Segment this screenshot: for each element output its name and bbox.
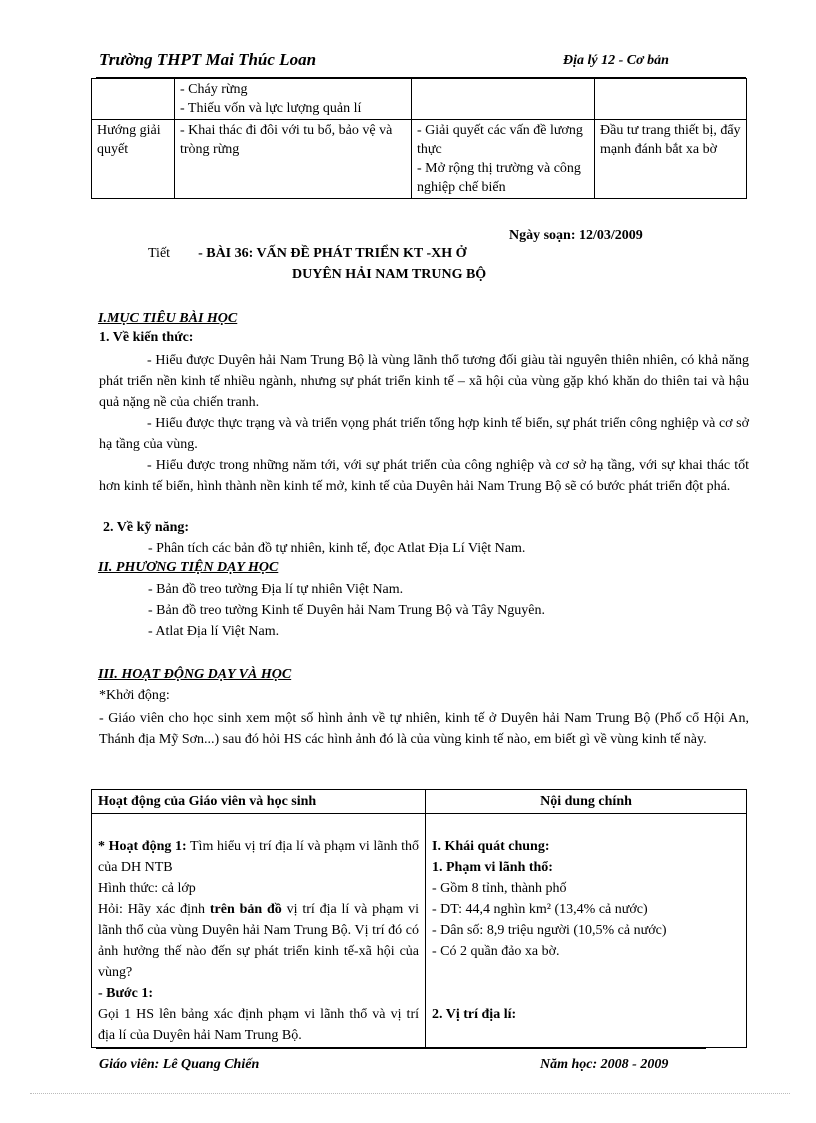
warmup-label: *Khởi động:	[99, 688, 170, 703]
prep-date: Ngày soạn: 12/03/2009	[509, 228, 643, 243]
table-cell: Hướng giải quyết	[92, 120, 175, 199]
cell-line: - Giải quyết các vấn đề lương thực	[417, 123, 583, 157]
activities-table	[91, 789, 747, 1048]
table-row	[92, 79, 747, 120]
table-cell	[412, 120, 595, 199]
school-name: Trường THPT Mai Thúc Loan	[99, 50, 317, 69]
table-row	[92, 814, 747, 1048]
step-text: Gọi 1 HS lên bảng xác định phạm vi lãnh thổ và vị trí địa lí của Duyên hải Nam Trung Bộ.	[98, 1007, 419, 1043]
cell-line: - Mở rộng thị trường và công nghiệp chế biến	[417, 161, 581, 195]
lesson-tiet: Tiết	[148, 246, 171, 261]
paragraph: - Hiểu được thực trạng và và triển vọng phát triển tổng hợp kinh tế biển, sự phát triển công nghiệp và cơ sở hạ tầng của vùng.	[99, 416, 749, 452]
section-heading-objectives: I.MỤC TIÊU BÀI HỌC	[98, 311, 238, 326]
section-heading-materials: II. PHƯƠNG TIỆN DẠY HỌC	[98, 560, 279, 575]
table-cell	[175, 120, 412, 199]
content-subheading: 2. Vị trí địa lí:	[432, 1007, 517, 1022]
step-label: - Bước 1:	[98, 986, 154, 1001]
footer-divider	[96, 1048, 706, 1049]
table-cell	[412, 79, 595, 120]
question-part: vị trí địa lí và phạm vi lãnh thổ của vùng Duyên hải Nam Trung Bộ. Vị trí đó có ảnh hưởng thế nào đến sự phát triển kinh tế-xã hội của vùng?	[98, 902, 420, 980]
issues-table	[91, 78, 747, 199]
lesson-title	[148, 246, 467, 262]
activity-label: * Hoạt động 1:	[98, 839, 187, 854]
table-cell	[175, 79, 412, 120]
column-header: Hoạt động của Giáo viên và học sinh	[92, 790, 426, 814]
table-cell	[92, 79, 175, 120]
subject-label: Địa lý 12 - Cơ bản	[563, 53, 669, 68]
cell-line: - Khai thác đi đôi với tu bổ, bảo vệ và tròng rừng	[180, 123, 393, 157]
list-item: - Bản đồ treo tường Địa lí tự nhiên Việt Nam.	[148, 582, 404, 597]
paragraph: - Hiểu được trong những năm tới, với sự phát triển của công nghiệp và cơ sở hạ tầng, với sự khai thác tốt hơn kinh tế biển, hình thành nền kinh tế mở, kinh tế của Duyên hải Nam Trung Bộ sẽ có bước phát triển đột phá.	[99, 458, 749, 494]
format-text: Hình thức: cả lớp	[98, 881, 196, 896]
table-cell: Đầu tư trang thiết bị, đẩy mạnh đánh bắt xa bờ	[595, 120, 747, 199]
cell-line: - Cháy rừng	[180, 82, 248, 97]
paragraph: - Giáo viên cho học sinh xem một số hình ảnh về tự nhiên, kinh tế ở Duyên hải Nam Trung Bộ (Phố cổ Hội An, Thánh địa Mỹ Sơn...) sau đó hỏi HS các hình ảnh đó là của vùng kinh tế nào, em biết gì về vùng kinh tế này.	[99, 711, 749, 747]
lesson-title-line2: DUYÊN HẢI NAM TRUNG BỘ	[292, 267, 487, 282]
content-item: - Có 2 quần đảo xa bờ.	[432, 944, 560, 959]
subheading-knowledge: 1. Về kiến thức:	[99, 330, 194, 345]
table-cell	[92, 814, 426, 1048]
activity-text: Tìm hiểu vị trí địa lí và phạm vi lãnh thổ của DH NTB	[98, 839, 419, 875]
list-item: - Atlat Địa lí Việt Nam.	[148, 624, 280, 639]
question-part: Hỏi: Hãy xác định	[98, 902, 210, 917]
paragraph: - Hiểu được Duyên hải Nam Trung Bộ là vùng lãnh thổ tương đối giàu tài nguyên thiên nhiên, có khả năng phát triển nền kinh tế nhiều ngành, nhưng sự phát triển kinh tế – xã hội của vùng gặp khó khăn do thiên tai và hậu quả nặng nề của chiến tranh.	[99, 353, 749, 410]
footer-year: Năm học: 2008 - 2009	[540, 1057, 669, 1072]
list-item: - Phân tích các bản đồ tự nhiên, kinh tế, đọc Atlat Địa Lí Việt Nam.	[148, 541, 526, 556]
table-row	[92, 120, 747, 199]
content-item: - Dân số: 8,9 triệu người (10,5% cả nước)	[432, 923, 667, 938]
table-header-row	[92, 790, 747, 814]
content-item: - DT: 44,4 nghìn km² (13,4% cả nước)	[432, 902, 648, 917]
table-cell	[595, 79, 747, 120]
content-item: - Gồm 8 tỉnh, thành phố	[432, 881, 567, 896]
question-part: trên bản đồ	[209, 902, 282, 917]
subheading-skills: 2. Về kỹ năng:	[103, 520, 190, 535]
footer-teacher: Giáo viên: Lê Quang Chiến	[99, 1057, 260, 1072]
list-item: - Bản đồ treo tường Kinh tế Duyên hải Nam Trung Bộ và Tây Nguyên.	[148, 603, 545, 618]
cell-line: - Thiếu vốn và lực lượng quản lí	[180, 101, 362, 116]
page-bottom-edge	[30, 1093, 790, 1094]
section-heading-activities: III. HOẠT ĐỘNG DẠY VÀ HỌC	[98, 667, 292, 682]
table-cell	[426, 814, 747, 1048]
question-text	[98, 899, 419, 983]
content-heading: I. Khái quát chung:	[432, 839, 550, 854]
content-subheading: 1. Phạm vi lãnh thổ:	[432, 860, 553, 875]
lesson-title-line1: - BÀI 36: VẤN ĐỀ PHÁT TRIỂN KT -XH Ở	[198, 246, 467, 261]
activity-1	[98, 836, 419, 878]
column-header: Nội dung chính	[426, 790, 747, 814]
